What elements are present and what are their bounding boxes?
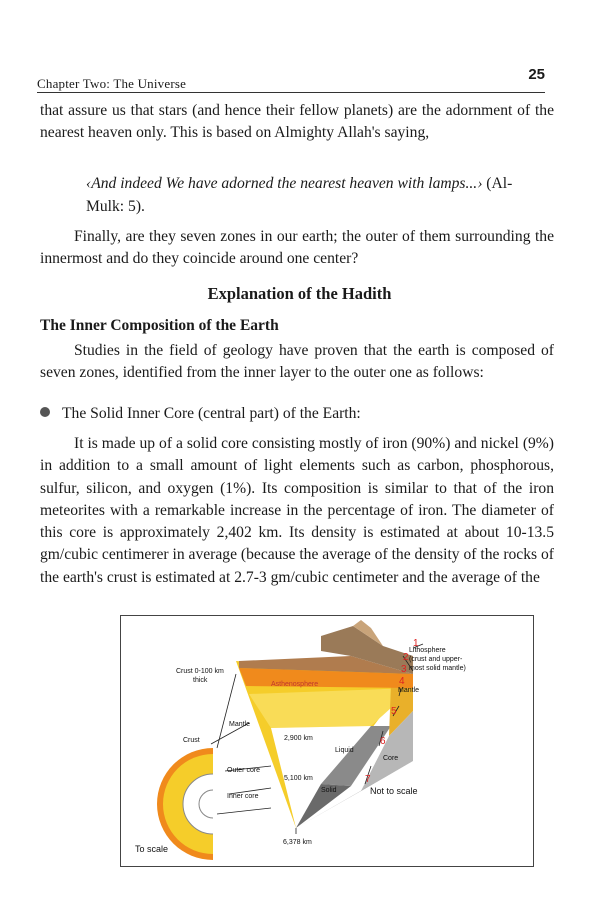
lithosphere-label-2: (crust and upper- xyxy=(409,656,463,663)
paragraph-text: that assure us that stars (and hence their fellow planets) are the adornment of the nearest heaven only. This is based on Almighty Allah's saying, xyxy=(40,102,554,142)
zone-number-4: 4 xyxy=(399,676,405,687)
outer-core-label: Outer core xyxy=(227,767,261,774)
crust-thickness-label: Crust 0-100 km xyxy=(176,668,224,675)
zone-number-2: 2 xyxy=(403,652,409,663)
zone-number-3: 3 xyxy=(401,664,407,675)
crust-label-left: Crust xyxy=(183,737,200,744)
chapter-title: Chapter Two: The Universe xyxy=(37,76,187,91)
earth-diagram xyxy=(121,616,533,866)
quote-reference: (Al-Mulk: 5). xyxy=(86,175,513,215)
not-to-scale-label: Not to scale xyxy=(370,786,418,796)
depth-5100-label: 5,100 km xyxy=(284,775,313,782)
paragraph-text: Finally, are they seven zones in our earth; the outer of them surrounding the innermost and do they coincide around one center? xyxy=(40,228,554,268)
earth-layers-figure xyxy=(120,615,534,867)
paragraph-1 xyxy=(40,100,554,145)
bullet-icon xyxy=(40,407,50,417)
zone-number-7: 7 xyxy=(365,774,371,785)
core-label-right: Core xyxy=(383,755,399,762)
paragraph-text: It is made up of a solid core consisting mostly of iron (90%) and nickel (9%) in addition to a small amount of light elements such as carbon, phosphorous, sulfur, silicon, and oxygen (1%). Its composition is similar to that of the iron meteorites with a remarkable increase in the percentage of iron. The diameter of this core is approximately 2,402 km. Its density is estimated at about 10-13.5 gm/cubic centimerer in average (because the average of the density of the rocks of the earth's crust is estimated at 2.7-3 gm/cubic centimeter and the average of the xyxy=(40,435,554,586)
zone-number-6: 6 xyxy=(380,736,386,747)
quote-text: ‹And indeed We have adorned the nearest heaven with lamps...› xyxy=(86,175,483,192)
subsection-heading: The Inner Composition of the Earth xyxy=(40,317,279,334)
solid-label: Solid xyxy=(321,787,337,794)
lithosphere-label: Lithosphere xyxy=(409,647,446,654)
paragraph-2 xyxy=(40,226,554,271)
bullet-text: The Solid Inner Core (central part) of the Earth: xyxy=(62,405,361,422)
crust-thickness-label-2: thick xyxy=(193,677,208,684)
section-heading: Explanation of the Hadith xyxy=(207,284,392,303)
quran-quote xyxy=(86,172,516,218)
inner-core-label: Inner core xyxy=(227,793,259,800)
lithosphere-label-3: most solid mantle) xyxy=(409,665,466,672)
earth-cross-section xyxy=(157,742,283,866)
paragraph-3 xyxy=(40,340,554,385)
depth-6378-label: 6,378 km xyxy=(283,839,312,846)
bullet-item xyxy=(40,405,361,423)
header-rule xyxy=(37,92,545,93)
mantle-label-left: Mantle xyxy=(229,721,251,728)
paragraph-text: Studies in the field of geology have proven that the earth is composed of seven zones, identified from the inner layer to the outer one as follows: xyxy=(40,342,554,382)
to-scale-label: To scale xyxy=(135,844,169,854)
liquid-label: Liquid xyxy=(335,747,354,754)
page-header xyxy=(37,66,545,91)
mantle-label-right: Mantle xyxy=(398,687,420,694)
zone-number-5: 5 xyxy=(391,706,397,717)
paragraph-4 xyxy=(40,433,554,589)
zone-number-1: 1 xyxy=(413,638,419,649)
page-number: 25 xyxy=(528,66,545,83)
depth-2900-label: 2,900 km xyxy=(284,735,313,742)
asthenosphere-label: Asthenosphere xyxy=(271,681,319,688)
